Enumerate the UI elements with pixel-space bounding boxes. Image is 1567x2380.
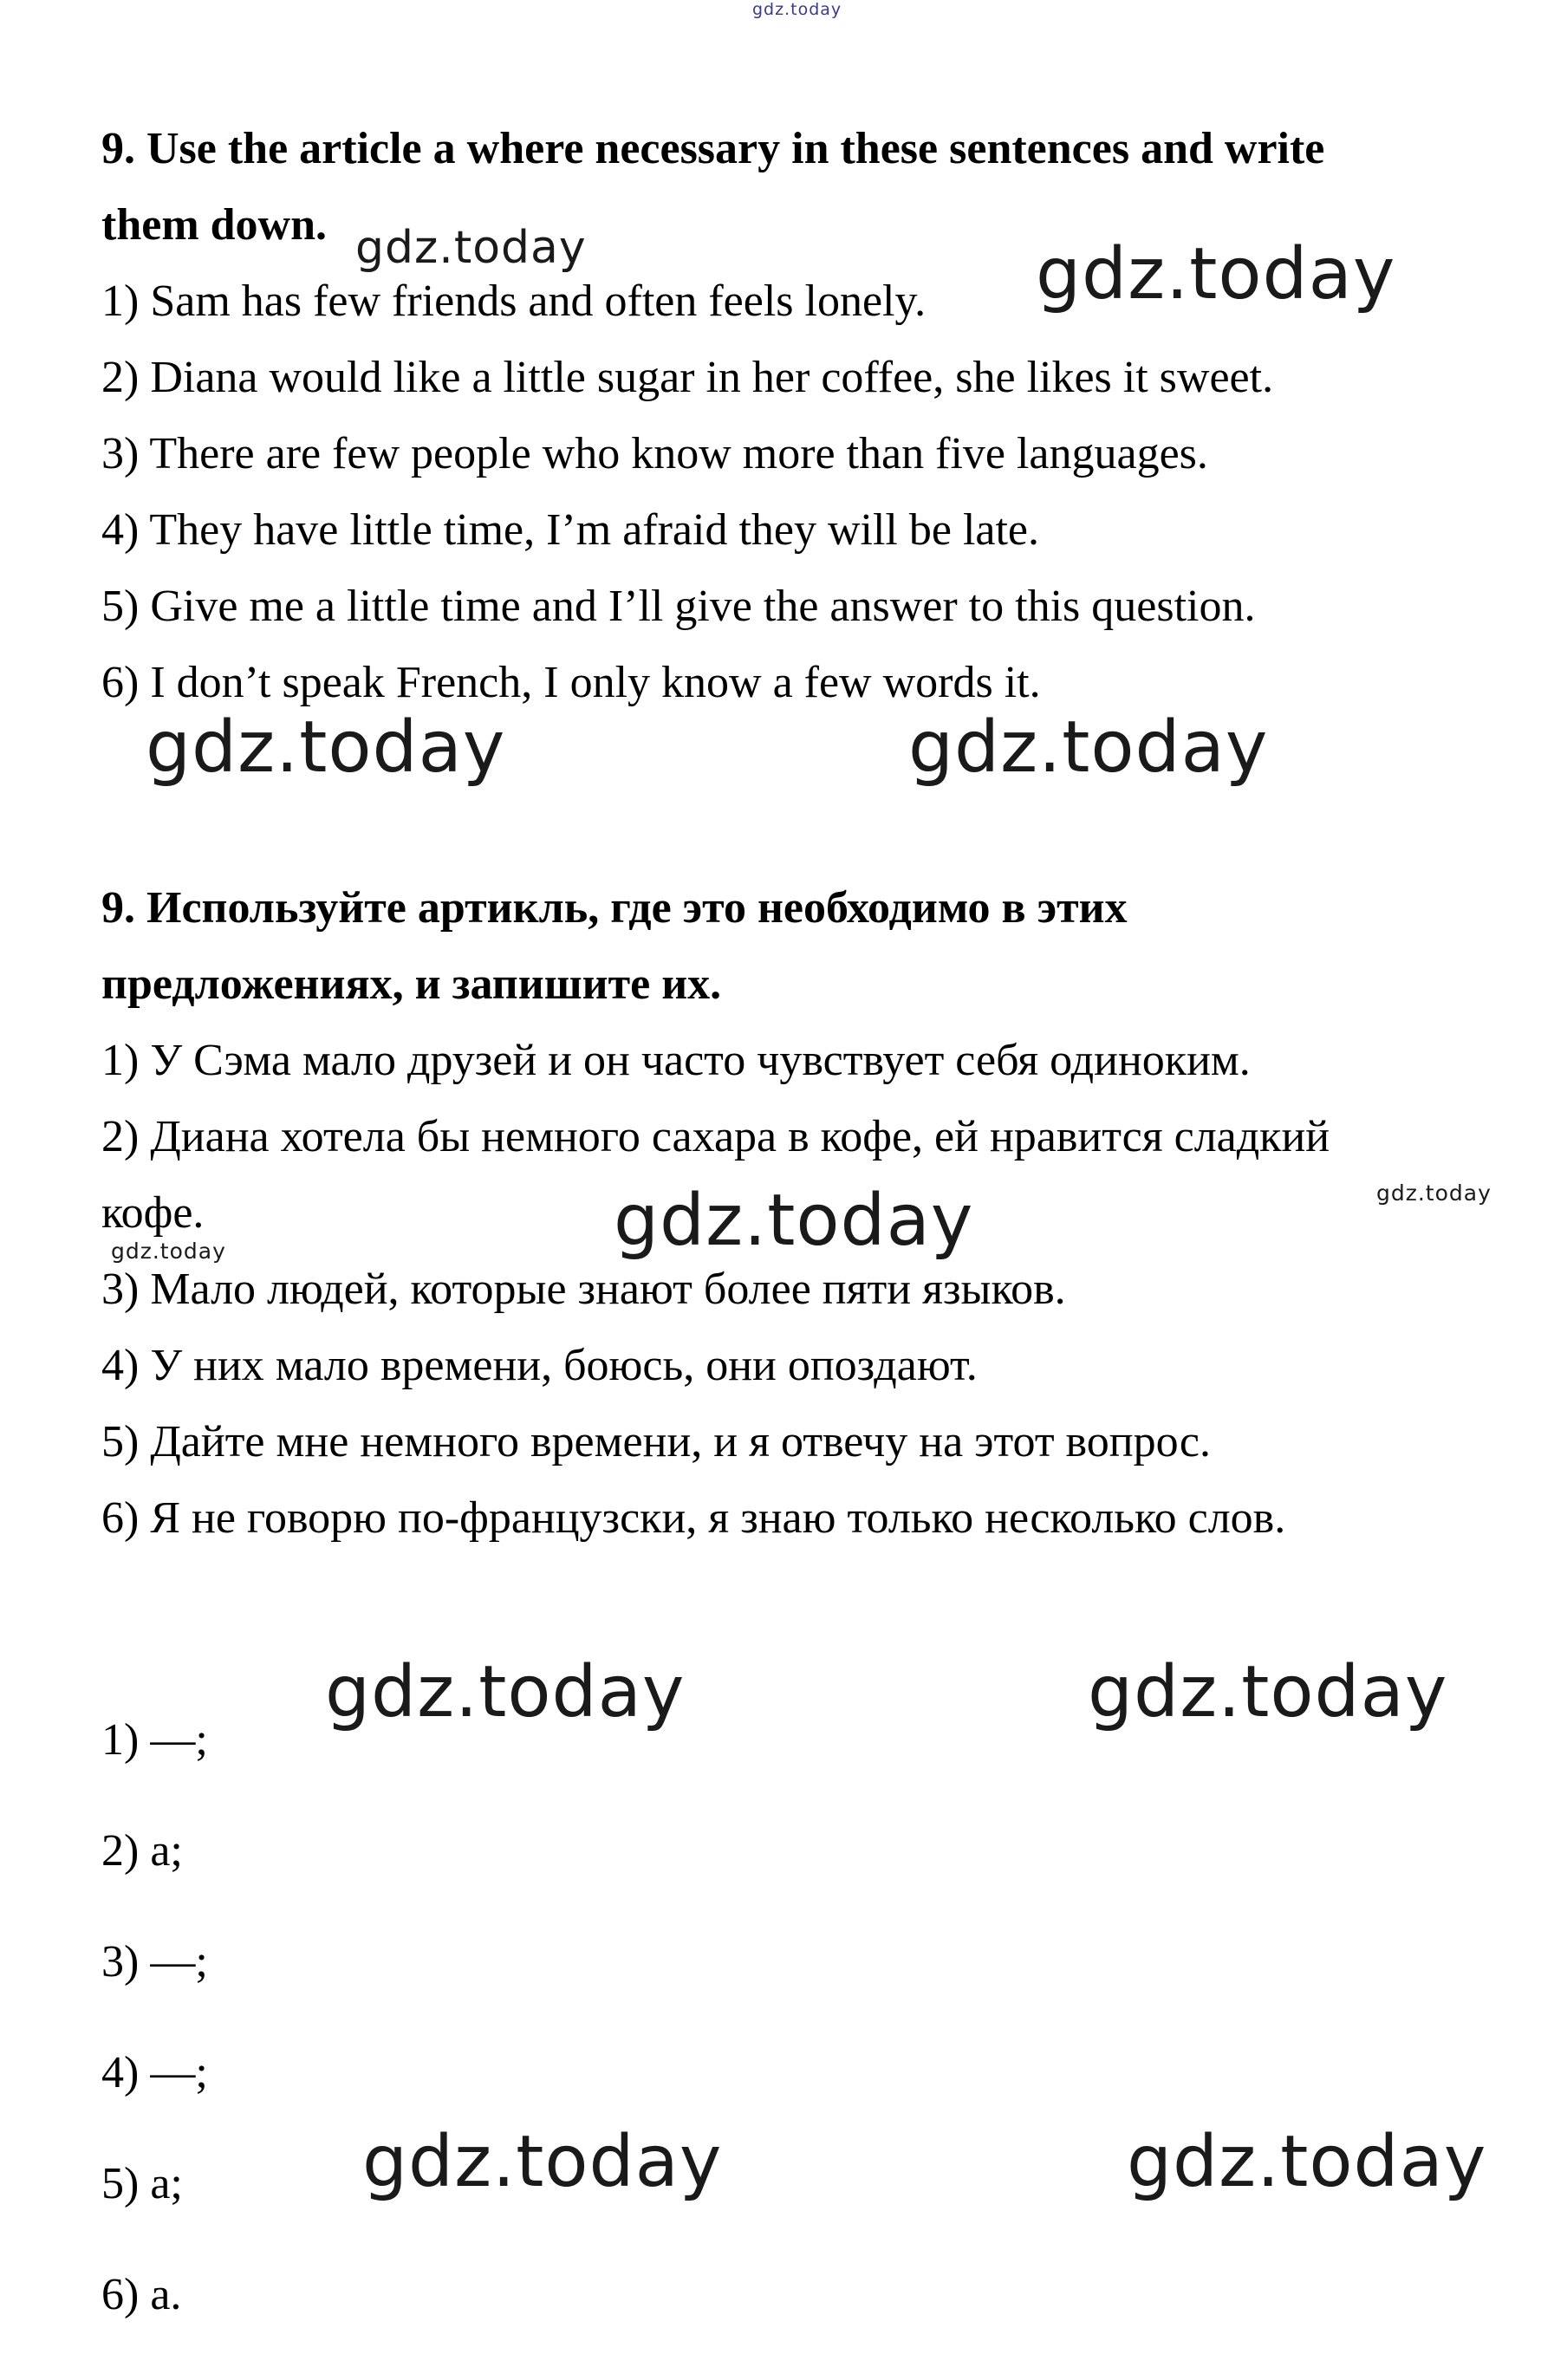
answer-3: 3) —; [101,1937,208,1987]
watermark: gdz.today [111,1239,226,1264]
english-heading-line1: 9. Use the article a where necessary in these sentences and write [101,124,1325,173]
russian-sentence-6: 6) Я не говорю по-французски, я знаю только несколько слов. [101,1493,1286,1543]
answer-6: 6) a. [101,2270,182,2319]
russian-sentence-5: 5) Дайте мне немного времени, и я отвечу на этот вопрос. [101,1417,1211,1466]
watermark-top: gdz.today [752,0,842,19]
russian-sentence-1: 1) У Сэма мало друзей и он часто чувствует себя одиноким. [101,1036,1251,1085]
answer-2: 2) a; [101,1826,183,1876]
english-sentence-2: 2) Diana would like a little sugar in her coffee, she likes it sweet. [101,353,1274,402]
watermark: gdz.today [146,706,506,789]
english-sentence-1: 1) Sam has few friends and often feels lonely. [101,276,927,326]
english-sentence-4: 4) They have little time, I’m afraid they will be late. [101,505,1039,555]
watermark: gdz.today [362,2121,723,2203]
watermark: gdz.today [355,222,587,274]
watermark: gdz.today [1127,2121,1487,2203]
russian-sentence-2-cont: кофе. [101,1188,205,1238]
english-sentence-5: 5) Give me a little time and I’ll give the answer to this question. [101,582,1256,631]
watermark: gdz.today [1088,1651,1448,1733]
russian-sentence-3: 3) Мало людей, которые знают более пяти языков. [101,1265,1066,1314]
watermark: gdz.today [908,706,1269,789]
watermark: gdz.today [1036,233,1396,315]
english-sentence-6: 6) I don’t speak French, I only know a few words it. [101,658,1041,707]
answer-4: 4) —; [101,2048,208,2097]
russian-sentence-4: 4) У них мало времени, боюсь, они опоздают. [101,1341,978,1390]
russian-heading-line2: предложениях, и запишите их. [101,959,722,1009]
russian-heading-line1: 9. Используйте артикль, где это необходимо в этих [101,883,1128,933]
english-sentence-3: 3) There are few people who know more than five languages. [101,429,1208,478]
russian-sentence-2: 2) Диана хотела бы немного сахара в кофе, ей нравится сладкий [101,1112,1330,1161]
english-heading-line2: them down. [101,200,328,250]
answer-5: 5) a; [101,2159,183,2208]
watermark: gdz.today [614,1180,974,1262]
answer-1: 1) —; [101,1715,208,1765]
watermark: gdz.today [325,1651,686,1733]
watermark: gdz.today [1376,1180,1492,1206]
